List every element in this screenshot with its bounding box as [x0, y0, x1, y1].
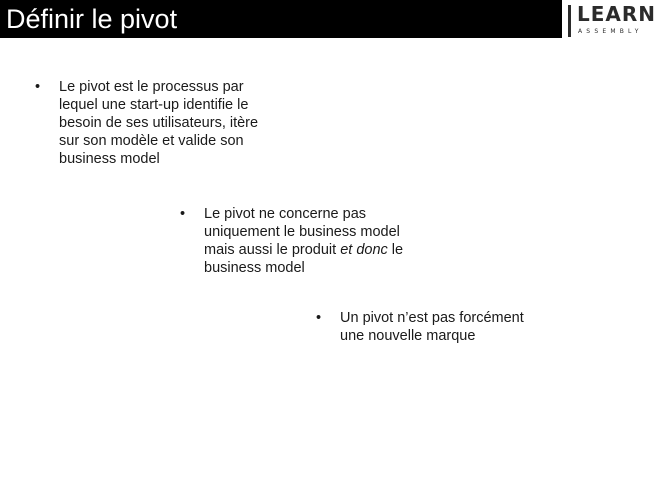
bullet-3-text: [340, 309, 576, 345]
learn-assembly-logo: [568, 2, 656, 39]
bullet-1-line-5: business model: [59, 151, 160, 167]
logo-word: LEARN: [577, 2, 656, 26]
bullet-1: [35, 78, 305, 178]
bullet-2-text: [204, 205, 460, 277]
bullet-1-line-3: besoin de ses utilisateurs, itère: [59, 115, 259, 131]
bullet-3: [316, 309, 576, 349]
bullet-1-line-2: lequel une start-up identifie le: [59, 97, 249, 113]
slide-title: Définir le pivot: [6, 4, 178, 34]
bullet-1-text: [59, 78, 299, 168]
bullet-2-line-1: Le pivot ne concerne pas: [204, 206, 367, 222]
bullet-2-line-3-start: mais aussi le produit: [204, 242, 341, 258]
bullet-3-line-2: une nouvelle marque: [340, 328, 476, 344]
bullet-2: [180, 205, 460, 285]
bullet-2-line-3-end: le: [387, 242, 404, 258]
bullet-2-emphasis: et donc: [340, 242, 388, 258]
logo-subword: ASSEMBLY: [578, 28, 643, 35]
bullet-3-line-1: Un pivot n’est pas forcément: [340, 310, 524, 326]
bullet-2-line-2: uniquement le business model: [204, 224, 400, 240]
bullet-dot: •: [180, 206, 186, 222]
bullet-dot: •: [316, 310, 322, 326]
bullet-2-line-3: [204, 241, 460, 259]
bullet-1-line-1: Le pivot est le processus par: [59, 79, 244, 95]
title-bar: [0, 0, 562, 38]
bullet-dot: •: [35, 79, 41, 95]
logo-bar: [568, 5, 571, 37]
bullet-2-line-4: business model: [204, 260, 305, 276]
bullet-1-line-4: sur son modèle et valide son: [59, 133, 244, 149]
